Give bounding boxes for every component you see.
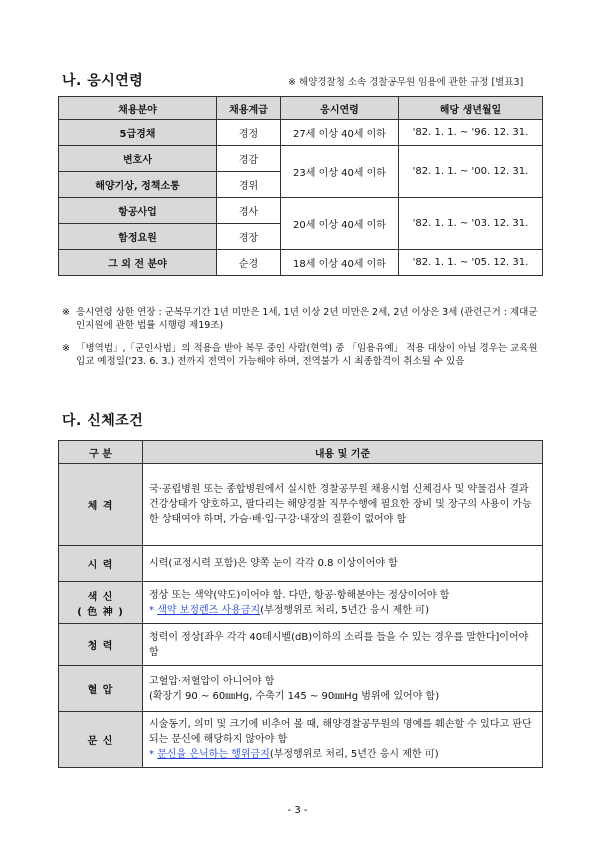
header-age: 응시연령 [281,97,399,120]
header-category: 구 분 [59,441,143,464]
note-highlight: 문신을 은닉하는 행위금지 [157,749,270,760]
table-row [59,712,543,768]
dob-cell: '82. 1. 1. ~ '03. 12. 31. [399,198,543,250]
criteria-text: 시술동기, 의미 및 크기에 비추어 볼 때, 해양경찰공무원의 명예를 훼손할 수 있다고 판단되는 문신에 해당하지 않아야 함 [149,719,532,745]
table-row [59,146,543,172]
criteria-cell: 시력(교정시력 포함)은 양쪽 눈이 각각 0.8 이상이어야 함 [143,546,543,582]
field-cell: 함정요원 [59,224,217,250]
criteria-note [149,747,536,762]
table-row [59,666,543,712]
note-highlight: 색약 보정렌즈 사용금지 [157,604,261,616]
section-title-physical: 다. 신체조건 [62,413,144,429]
note-rest: (부정행위로 처리, 5년간 응시 제한 可) [260,604,429,616]
rank-cell: 경사 [217,198,281,224]
table-row [59,624,543,666]
page-number: - 3 - [287,805,308,816]
age-cell: 23세 이상 40세 이하 [281,146,399,198]
note-mark: ※ [62,307,70,318]
header-dob: 해당 생년월일 [399,97,543,120]
criteria-text: 정상 또는 색약(약도)이어야 함. 다만, 항공·항해분야는 정상이어야 함 [149,589,450,601]
note-text: 「병역법」,「군인사법」의 적용을 받아 복무 중인 사람(현역) 중 「임용유예」 적용 대상이 아닐 경우는 교육원 입교 예정일('23. 6. 3.) 전까지 전역이 가능해야 하며, 전역불가 시 최종합격이 취소될 수 있음 [76,343,538,367]
category-cell: 문 신 [59,712,143,768]
rank-cell: 순경 [217,250,281,276]
section-title-age: 나. 응시연령 [62,73,144,89]
table-row [59,120,543,146]
dob-cell: '82. 1. 1. ~ '05. 12. 31. [399,250,543,276]
table-row [59,198,543,224]
field-cell: 해양기상, 정책소통 [59,172,217,198]
criteria-text-range: (확장기 90 ~ 60㎜Hg, 수축기 145 ~ 90㎜Hg 범위에 있어야 함) [149,690,440,702]
dob-cell: '82. 1. 1. ~ '96. 12. 31. [399,120,543,146]
note-star: * [149,749,158,760]
physical-table [58,440,543,768]
note-star: * [149,604,158,616]
criteria-cell [143,712,543,768]
rank-cell: 경감 [217,146,281,172]
note-age-extension [62,306,540,332]
age-cell: 18세 이상 40세 이하 [281,250,399,276]
criteria-cell [143,582,543,624]
criteria-note [149,603,536,618]
category-label: 색 신 [87,591,114,603]
dob-cell: '82. 1. 1. ~ '00. 12. 31. [399,146,543,198]
note-mark: ※ [62,343,70,354]
note-rest: (부정행위로 처리, 5년간 응시 제한 可) [269,749,439,760]
header-criteria: 내용 및 기준 [143,441,543,464]
criteria-text: 고혈압·저혈압이 아니어야 함 [149,675,275,687]
field-cell: 변호사 [59,146,217,172]
field-cell: 항공사업 [59,198,217,224]
rank-cell: 경장 [217,224,281,250]
age-cell: 20세 이상 40세 이하 [281,198,399,250]
rank-cell: 경정 [217,120,281,146]
table-row [59,582,543,624]
table-row [59,464,543,546]
rank-cell: 경위 [217,172,281,198]
category-cell: 혈 압 [59,666,143,712]
field-cell: 5급경채 [59,120,217,146]
table-row [59,546,543,582]
table-row [59,250,543,276]
note-military [62,342,540,368]
age-table [58,96,543,276]
category-cell: 체 격 [59,464,143,546]
criteria-cell: 청력이 정상[좌우 각각 40데시벨(dB)이하의 소리를 들을 수 있는 경우를 말한다]이어야 함 [143,624,543,666]
reference-note: ※ 해양경찰청 소속 경찰공무원 임용에 관한 규정 [별표3] [288,77,524,88]
category-cell: 청 력 [59,624,143,666]
category-cell: 시 력 [59,546,143,582]
age-cell: 27세 이상 40세 이하 [281,120,399,146]
note-text: 응시연령 상한 연장 : 군복무기간 1년 미만은 1세, 1년 이상 2년 미만은 2세, 2년 이상은 3세 (관련근거 : 제대군인지원에 관한 법률 시행령 제19조) [76,307,538,331]
header-field: 채용분야 [59,97,217,120]
field-cell: 그 외 전 분야 [59,250,217,276]
criteria-cell [143,666,543,712]
criteria-cell: 국·공립병원 또는 종합병원에서 실시한 경찰공무원 채용시험 신체검사 및 약물검사 결과 건강상태가 양호하고, 팔다리는 해양경찰 직무수행에 필요한 장비 및 장구의 사용이 가능한 상태여야 하며, 가슴·배·입·구강·내장의 질환이 없어야 함 [143,464,543,546]
header-rank: 채용계급 [217,97,281,120]
category-cell [59,582,143,624]
category-label-hanja: ( 色 神 ) [77,606,124,618]
